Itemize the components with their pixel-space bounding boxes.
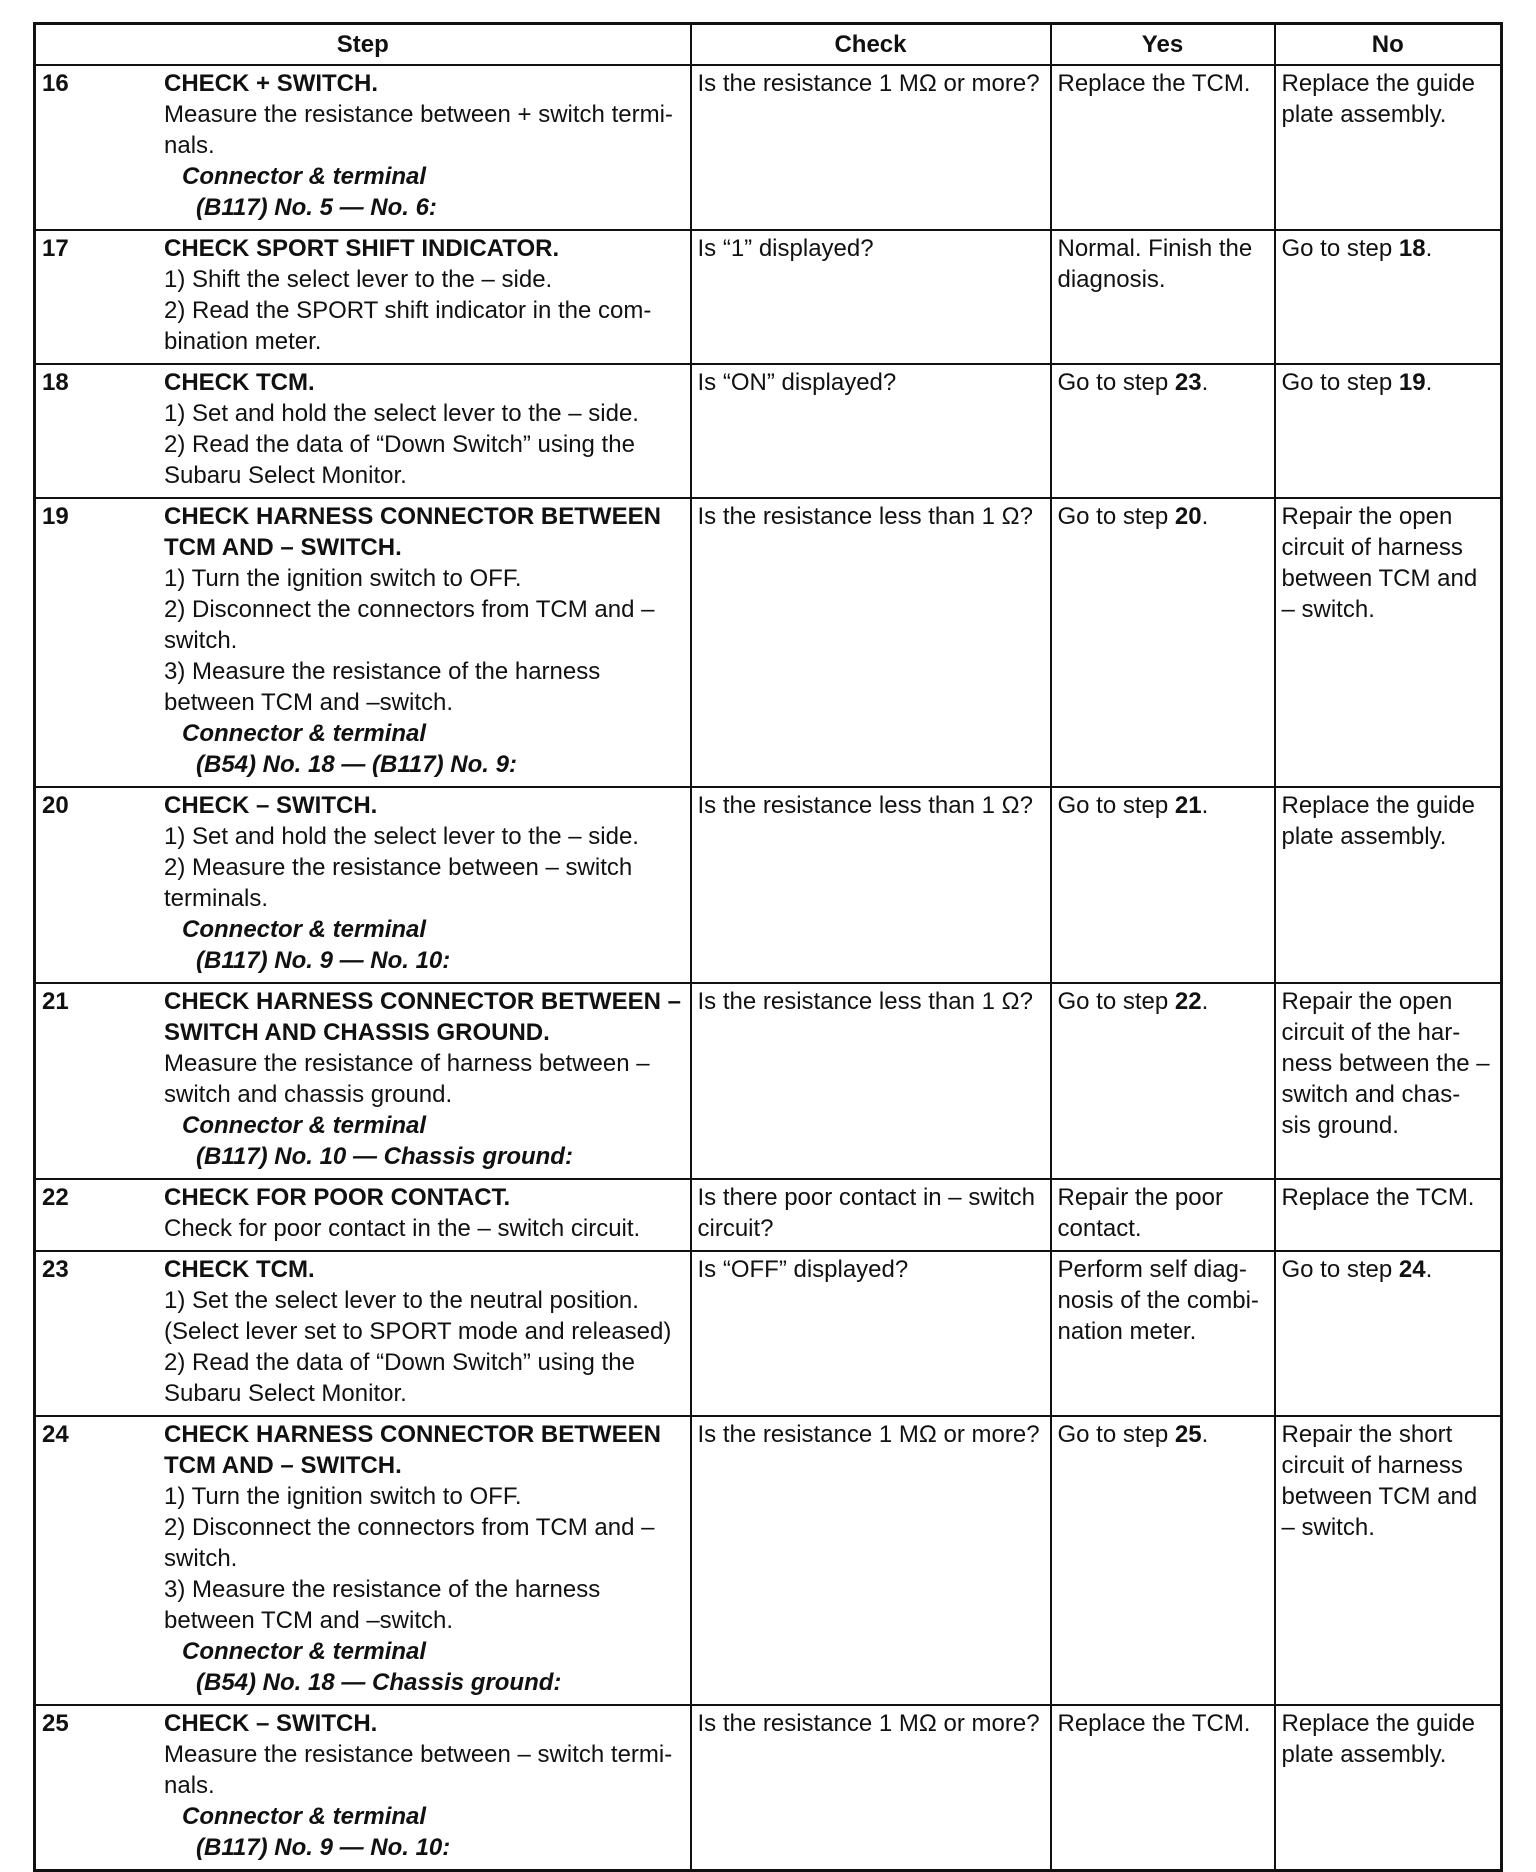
table-row bbox=[35, 983, 1502, 1179]
no-action: Repair the short circuit of harness between TCM and – switch. bbox=[1281, 1421, 1478, 1541]
no-action: Repair the open circuit of harness between TCM and – switch. bbox=[1281, 503, 1478, 623]
step-instructions bbox=[164, 1285, 684, 1409]
step-instructions bbox=[164, 264, 684, 357]
instruction-line: Check for poor contact in the – switch circuit. bbox=[164, 1215, 641, 1242]
no-cell bbox=[1275, 1416, 1502, 1705]
no-cell bbox=[1275, 1251, 1502, 1416]
connector-label: Connector & terminal bbox=[182, 1638, 427, 1665]
connector-label: Connector & terminal bbox=[182, 1803, 427, 1830]
instruction-line: Subaru Select Monitor. bbox=[164, 1380, 407, 1407]
no-action: Repair the open circuit of the har- ness between the – switch and chas- sis ground. bbox=[1281, 988, 1490, 1139]
yes-action: Replace the TCM. bbox=[1057, 1710, 1251, 1737]
no-step-ref: 24 bbox=[1398, 1256, 1426, 1283]
check-cell bbox=[691, 1251, 1051, 1416]
connector-value: (B117) No. 9 — No. 10: bbox=[196, 1834, 451, 1861]
step-cell bbox=[35, 787, 691, 983]
connector-label: Connector & terminal bbox=[182, 916, 427, 943]
yes-action: Go to step bbox=[1057, 1421, 1175, 1448]
header-yes: Yes bbox=[1051, 24, 1275, 66]
header-no: No bbox=[1275, 24, 1502, 66]
instruction-line: nals. bbox=[164, 1772, 215, 1799]
table-row bbox=[35, 1251, 1502, 1416]
yes-action: Perform self diag- nosis of the combi- nation meter. bbox=[1057, 1256, 1259, 1345]
instruction-line: switch. bbox=[164, 627, 238, 654]
step-body bbox=[164, 1182, 684, 1244]
step-instructions bbox=[164, 1213, 684, 1244]
step-number: 23 bbox=[42, 1256, 69, 1283]
yes-action: Go to step bbox=[1057, 988, 1175, 1015]
yes-action: Normal. Finish the diagnosis. bbox=[1057, 235, 1253, 293]
yes-step-ref: 23 bbox=[1174, 369, 1202, 396]
instruction-line: (Select lever set to SPORT mode and released) bbox=[164, 1318, 672, 1345]
instruction-line: Measure the resistance between – switch termi- bbox=[164, 1741, 673, 1768]
step-title: CHECK TCM. bbox=[164, 1256, 315, 1283]
instruction-line: terminals. bbox=[164, 885, 269, 912]
no-cell bbox=[1275, 65, 1502, 230]
step-cell bbox=[35, 1705, 691, 1871]
instruction-line: 2) Read the data of “Down Switch” using the bbox=[164, 1349, 635, 1376]
no-action: Replace the guide plate assembly. bbox=[1281, 792, 1475, 850]
no-cell bbox=[1275, 1179, 1502, 1251]
check-cell bbox=[691, 787, 1051, 983]
no-step-ref: 19 bbox=[1398, 369, 1426, 396]
step-number: 18 bbox=[42, 369, 69, 396]
instruction-line: Measure the resistance of harness between – bbox=[164, 1050, 650, 1077]
step-instructions bbox=[164, 398, 684, 491]
table-row bbox=[35, 364, 1502, 498]
step-body bbox=[164, 501, 684, 780]
check-cell bbox=[691, 498, 1051, 787]
step-number: 17 bbox=[42, 235, 69, 262]
table-row bbox=[35, 1416, 1502, 1705]
no-cell bbox=[1275, 230, 1502, 364]
table-row bbox=[35, 1705, 1502, 1871]
check-question: Is “OFF” displayed? bbox=[697, 1256, 909, 1283]
yes-action: Go to step bbox=[1057, 792, 1175, 819]
yes-period: . bbox=[1201, 792, 1209, 819]
step-instructions bbox=[164, 563, 684, 718]
step-title: CHECK HARNESS CONNECTOR BETWEEN TCM AND – SWITCH. bbox=[164, 503, 661, 561]
connector-value: (B54) No. 18 — (B117) No. 9: bbox=[196, 751, 517, 778]
no-action: Replace the TCM. bbox=[1281, 1184, 1475, 1211]
step-title: CHECK FOR POOR CONTACT. bbox=[164, 1184, 511, 1211]
no-action: Replace the guide plate assembly. bbox=[1281, 1710, 1475, 1768]
yes-cell bbox=[1051, 983, 1275, 1179]
yes-cell bbox=[1051, 364, 1275, 498]
step-cell bbox=[35, 65, 691, 230]
instruction-line: 1) Turn the ignition switch to OFF. bbox=[164, 1483, 522, 1510]
yes-action: Go to step bbox=[1057, 369, 1175, 396]
instruction-line: 1) Turn the ignition switch to OFF. bbox=[164, 565, 522, 592]
yes-cell bbox=[1051, 498, 1275, 787]
yes-cell bbox=[1051, 1705, 1275, 1871]
instruction-line: between TCM and –switch. bbox=[164, 1607, 454, 1634]
step-number: 21 bbox=[42, 988, 69, 1015]
yes-period: . bbox=[1201, 1421, 1209, 1448]
no-action: Replace the guide plate assembly. bbox=[1281, 70, 1475, 128]
connector-label: Connector & terminal bbox=[182, 720, 427, 747]
yes-cell bbox=[1051, 1251, 1275, 1416]
no-period: . bbox=[1425, 235, 1433, 262]
step-body bbox=[164, 986, 684, 1172]
step-number: 25 bbox=[42, 1710, 69, 1737]
step-number: 19 bbox=[42, 503, 69, 530]
yes-step-ref: 22 bbox=[1174, 988, 1202, 1015]
check-cell bbox=[691, 1179, 1051, 1251]
no-action: Go to step bbox=[1281, 369, 1399, 396]
instruction-line: 1) Shift the select lever to the – side. bbox=[164, 266, 553, 293]
step-number: 16 bbox=[42, 70, 69, 97]
table-row bbox=[35, 787, 1502, 983]
yes-action: Replace the TCM. bbox=[1057, 70, 1251, 97]
check-question: Is the resistance 1 MΩ or more? bbox=[697, 1421, 1040, 1448]
check-cell bbox=[691, 230, 1051, 364]
step-body bbox=[164, 1419, 684, 1698]
yes-cell bbox=[1051, 230, 1275, 364]
check-cell bbox=[691, 1416, 1051, 1705]
yes-period: . bbox=[1201, 988, 1209, 1015]
connector-value: (B117) No. 9 — No. 10: bbox=[196, 947, 451, 974]
instruction-line: Measure the resistance between + switch termi- bbox=[164, 101, 673, 128]
instruction-line: bination meter. bbox=[164, 328, 322, 355]
connector-label: Connector & terminal bbox=[182, 1112, 427, 1139]
no-cell bbox=[1275, 498, 1502, 787]
step-cell bbox=[35, 498, 691, 787]
table-body bbox=[35, 65, 1502, 1871]
check-question: Is there poor contact in – switch circuit? bbox=[697, 1184, 1035, 1242]
table-row bbox=[35, 498, 1502, 787]
connector-value: (B54) No. 18 — Chassis ground: bbox=[196, 1669, 562, 1696]
yes-cell bbox=[1051, 787, 1275, 983]
check-question: Is “1” displayed? bbox=[697, 235, 874, 262]
check-question: Is the resistance less than 1 Ω? bbox=[697, 503, 1033, 530]
connector-label: Connector & terminal bbox=[182, 163, 427, 190]
no-action: Go to step bbox=[1281, 235, 1399, 262]
diagnostic-procedure-document bbox=[33, 22, 1500, 1872]
instruction-line: 2) Measure the resistance between – switch bbox=[164, 854, 633, 881]
step-instructions bbox=[164, 99, 684, 161]
step-body bbox=[164, 68, 684, 223]
table-row bbox=[35, 65, 1502, 230]
no-cell bbox=[1275, 364, 1502, 498]
step-title: CHECK + SWITCH. bbox=[164, 70, 379, 97]
yes-step-ref: 21 bbox=[1174, 792, 1202, 819]
step-body bbox=[164, 233, 684, 357]
step-instructions bbox=[164, 821, 684, 914]
step-body bbox=[164, 790, 684, 976]
yes-step-ref: 20 bbox=[1174, 503, 1202, 530]
no-cell bbox=[1275, 983, 1502, 1179]
instruction-line: between TCM and –switch. bbox=[164, 689, 454, 716]
check-cell bbox=[691, 983, 1051, 1179]
step-number: 22 bbox=[42, 1184, 69, 1211]
step-number: 20 bbox=[42, 792, 69, 819]
no-step-ref: 18 bbox=[1398, 235, 1426, 262]
step-cell bbox=[35, 364, 691, 498]
step-cell bbox=[35, 983, 691, 1179]
instruction-line: nals. bbox=[164, 132, 215, 159]
yes-action: Go to step bbox=[1057, 503, 1175, 530]
table-header bbox=[35, 24, 1502, 66]
check-cell bbox=[691, 1705, 1051, 1871]
yes-action: Repair the poor contact. bbox=[1057, 1184, 1223, 1242]
step-cell bbox=[35, 1179, 691, 1251]
step-body bbox=[164, 367, 684, 491]
check-question: Is the resistance less than 1 Ω? bbox=[697, 792, 1033, 819]
diagnostic-table bbox=[33, 22, 1503, 1872]
yes-step-ref: 25 bbox=[1174, 1421, 1202, 1448]
instruction-line: Subaru Select Monitor. bbox=[164, 462, 407, 489]
instruction-line: 1) Set the select lever to the neutral position. bbox=[164, 1287, 639, 1314]
check-question: Is the resistance 1 MΩ or more? bbox=[697, 70, 1040, 97]
step-number: 24 bbox=[42, 1421, 69, 1448]
step-instructions bbox=[164, 1048, 684, 1110]
instruction-line: 2) Read the data of “Down Switch” using the bbox=[164, 431, 635, 458]
instruction-line: 1) Set and hold the select lever to the – side. bbox=[164, 400, 639, 427]
header-step: Step bbox=[35, 24, 691, 66]
step-body bbox=[164, 1708, 684, 1863]
step-title: CHECK HARNESS CONNECTOR BETWEEN – SWITCH AND CHASSIS GROUND. bbox=[164, 988, 681, 1046]
check-cell bbox=[691, 364, 1051, 498]
header-check: Check bbox=[691, 24, 1051, 66]
yes-period: . bbox=[1201, 369, 1209, 396]
no-period: . bbox=[1425, 1256, 1433, 1283]
instruction-line: 1) Set and hold the select lever to the – side. bbox=[164, 823, 639, 850]
header-row bbox=[35, 24, 1502, 66]
no-cell bbox=[1275, 787, 1502, 983]
yes-cell bbox=[1051, 1416, 1275, 1705]
step-instructions bbox=[164, 1739, 684, 1801]
yes-cell bbox=[1051, 65, 1275, 230]
table-row bbox=[35, 230, 1502, 364]
step-body bbox=[164, 1254, 684, 1409]
instruction-line: 2) Disconnect the connectors from TCM and – bbox=[164, 596, 655, 623]
step-cell bbox=[35, 230, 691, 364]
step-title: CHECK SPORT SHIFT INDICATOR. bbox=[164, 235, 560, 262]
step-cell bbox=[35, 1416, 691, 1705]
instruction-line: 3) Measure the resistance of the harness bbox=[164, 1576, 601, 1603]
step-title: CHECK HARNESS CONNECTOR BETWEEN TCM AND – SWITCH. bbox=[164, 1421, 661, 1479]
instruction-line: 2) Disconnect the connectors from TCM and – bbox=[164, 1514, 655, 1541]
step-title: CHECK – SWITCH. bbox=[164, 1710, 378, 1737]
yes-cell bbox=[1051, 1179, 1275, 1251]
connector-value: (B117) No. 5 — No. 6: bbox=[196, 194, 437, 221]
instruction-line: switch and chassis ground. bbox=[164, 1081, 453, 1108]
instruction-line: 2) Read the SPORT shift indicator in the com- bbox=[164, 297, 652, 324]
table-row bbox=[35, 1179, 1502, 1251]
step-instructions bbox=[164, 1481, 684, 1636]
check-question: Is the resistance 1 MΩ or more? bbox=[697, 1710, 1040, 1737]
step-title: CHECK TCM. bbox=[164, 369, 315, 396]
connector-value: (B117) No. 10 — Chassis ground: bbox=[196, 1143, 573, 1170]
step-title: CHECK – SWITCH. bbox=[164, 792, 378, 819]
no-period: . bbox=[1425, 369, 1433, 396]
check-cell bbox=[691, 65, 1051, 230]
no-action: Go to step bbox=[1281, 1256, 1399, 1283]
instruction-line: 3) Measure the resistance of the harness bbox=[164, 658, 601, 685]
instruction-line: switch. bbox=[164, 1545, 238, 1572]
yes-period: . bbox=[1201, 503, 1209, 530]
no-cell bbox=[1275, 1705, 1502, 1871]
step-cell bbox=[35, 1251, 691, 1416]
check-question: Is the resistance less than 1 Ω? bbox=[697, 988, 1033, 1015]
check-question: Is “ON” displayed? bbox=[697, 369, 897, 396]
